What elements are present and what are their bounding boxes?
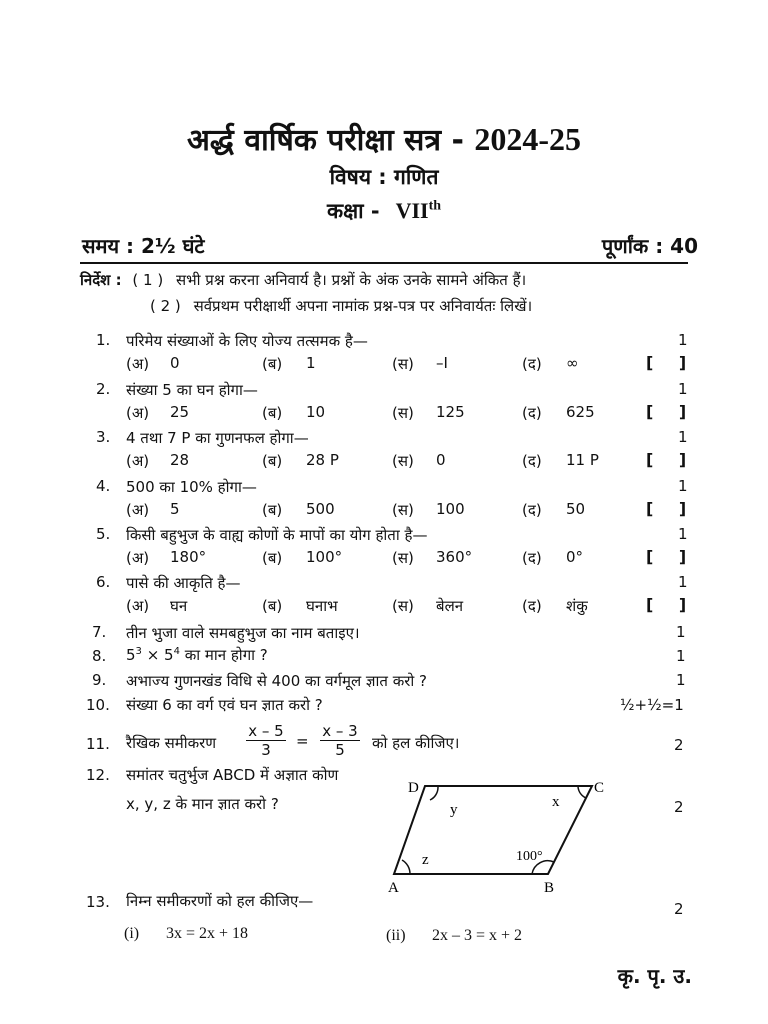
exam-title bbox=[0, 118, 768, 159]
question-text: संख्या 6 का वर्ग एवं घन ज्ञात करो ? bbox=[126, 696, 323, 714]
answer-bracket: [ ] bbox=[646, 402, 697, 421]
option-value: 360° bbox=[436, 548, 473, 566]
question-text-after: को हल कीजिए। bbox=[372, 734, 460, 752]
question-text: 500 का 10% होगा— bbox=[126, 478, 257, 496]
equals-sign: = bbox=[296, 732, 309, 750]
class-value: VIIth bbox=[395, 198, 442, 223]
option-value: 0° bbox=[566, 548, 584, 566]
question-marks: 1 bbox=[678, 477, 688, 495]
angle-d-arc bbox=[430, 787, 438, 800]
question-text: समांतर चतुर्भुज ABCD में अज्ञात कोण bbox=[126, 766, 339, 784]
question-text: 4 तथा 7 P का गुणनफल होगा— bbox=[126, 429, 309, 447]
continue-overleaf: कृ. पृ. उ. bbox=[617, 964, 692, 988]
angle-a-arc bbox=[402, 860, 410, 874]
option-label: (ब) bbox=[262, 501, 283, 519]
question-number: 3. bbox=[96, 428, 111, 446]
option-label: (स) bbox=[392, 355, 414, 373]
question-text-line2: x, y, z के मान ज्ञात करो ? bbox=[126, 795, 279, 813]
option-value: 180° bbox=[170, 548, 207, 566]
subpart-label-i: (i) bbox=[124, 925, 140, 942]
option-label: (स) bbox=[392, 549, 414, 567]
instruction-1: निर्देश : ( 1 ) सभी प्रश्न करना अनिवार्य है। प्रश्नों के अंक उनके सामने अंकित हैं। bbox=[80, 271, 527, 289]
full-marks: पूर्णांक : 40 bbox=[601, 234, 698, 258]
option-label: (अ) bbox=[126, 355, 150, 373]
question-text: $5^3 \times 5^4$ का मान होगा ? bbox=[126, 646, 268, 664]
option-value: 28 bbox=[170, 451, 190, 469]
option-label: (द) bbox=[522, 452, 542, 470]
option-value: 25 bbox=[170, 403, 190, 421]
subpart-equation-ii: 2x – 3 = x + 2 bbox=[432, 927, 523, 944]
fraction-left: $\frac{x - 5}{3}$ bbox=[246, 722, 286, 759]
option-value: घनाभ bbox=[306, 597, 338, 615]
option-label: (द) bbox=[522, 501, 542, 519]
option-value: 100° bbox=[306, 548, 343, 566]
fraction-right: $\frac{x - 3}{5}$ bbox=[320, 722, 360, 759]
question-number: 6. bbox=[96, 573, 111, 591]
question-text: संख्या 5 का घन होगा— bbox=[126, 381, 258, 399]
question-number: 8. bbox=[92, 647, 107, 665]
question-marks: 2 bbox=[674, 798, 684, 816]
option-value: 10 bbox=[306, 403, 326, 421]
vertex-a-label: A bbox=[388, 880, 399, 896]
vertex-c-label: C bbox=[594, 780, 605, 796]
question-marks: 2 bbox=[674, 900, 684, 918]
option-label: (स) bbox=[392, 501, 414, 519]
question-marks: 1 bbox=[676, 671, 686, 689]
option-value: –I bbox=[436, 354, 448, 372]
option-value: 28 P bbox=[306, 451, 339, 469]
angle-c-arc bbox=[578, 787, 586, 798]
option-label: (ब) bbox=[262, 597, 283, 615]
question-text-before: रैखिक समीकरण bbox=[126, 734, 217, 752]
option-label: (द) bbox=[522, 597, 542, 615]
option-label: (द) bbox=[522, 404, 542, 422]
time-allowed: समय : 2½ घंटे bbox=[82, 234, 205, 258]
subpart-label-ii: (ii) bbox=[386, 927, 406, 944]
vertex-d-label: D bbox=[408, 780, 419, 796]
question-marks: 1 bbox=[676, 647, 686, 665]
question-number: 10. bbox=[86, 696, 110, 714]
parallelogram-figure bbox=[380, 770, 620, 900]
question-marks: 1 bbox=[678, 380, 688, 398]
answer-bracket: [ ] bbox=[646, 595, 697, 614]
instructions-heading: निर्देश : bbox=[80, 271, 122, 289]
option-value: 0 bbox=[170, 354, 180, 372]
question-number: 4. bbox=[96, 477, 111, 495]
question-marks: 1 bbox=[678, 331, 688, 349]
option-label: (ब) bbox=[262, 452, 283, 470]
option-value: 500 bbox=[306, 500, 335, 518]
option-label: (स) bbox=[392, 597, 414, 615]
question-number: 2. bbox=[96, 380, 111, 398]
option-label: (ब) bbox=[262, 549, 283, 567]
class-label: कक्षा - bbox=[326, 199, 380, 223]
answer-bracket: [ ] bbox=[646, 353, 697, 372]
option-label: (द) bbox=[522, 355, 542, 373]
option-value: 11 P bbox=[566, 451, 599, 469]
option-label: (अ) bbox=[126, 501, 150, 519]
option-label: (द) bbox=[522, 549, 542, 567]
option-value: 125 bbox=[436, 403, 465, 421]
subject-line: विषय : गणित bbox=[329, 165, 439, 189]
angle-100-label: 100° bbox=[516, 849, 543, 864]
option-value: 625 bbox=[566, 403, 595, 421]
answer-bracket: [ ] bbox=[646, 547, 697, 566]
exam-year: 2024-25 bbox=[474, 121, 582, 157]
option-value: शंकु bbox=[566, 597, 588, 615]
header-divider bbox=[80, 262, 688, 264]
option-label: (ब) bbox=[262, 355, 283, 373]
instruction-2: ( 2 ) सर्वप्रथम परीक्षार्थी अपना नामांक प्रश्न-पत्र पर अनिवार्यतः लिखें। bbox=[150, 297, 533, 315]
option-label: (ब) bbox=[262, 404, 283, 422]
question-number: 11. bbox=[86, 735, 110, 753]
question-text: निम्न समीकरणों को हल कीजिए— bbox=[126, 892, 314, 910]
option-label: (स) bbox=[392, 452, 414, 470]
option-label: (अ) bbox=[126, 404, 150, 422]
question-marks: 1 bbox=[676, 623, 686, 641]
exam-title-text: अर्द्ध वार्षिक परीक्षा सत्र - bbox=[186, 123, 464, 158]
question-text: अभाज्य गुणनखंड विधि से 400 का वर्गमूल ज्ञात करो ? bbox=[126, 672, 427, 690]
question-text: किसी बहुभुज के वाह्य कोणों के मापों का योग होता है— bbox=[126, 526, 428, 544]
question-marks: 2 bbox=[674, 736, 684, 754]
question-text: तीन भुजा वाले समबहुभुज का नाम बताइए। bbox=[126, 624, 360, 642]
option-label: (स) bbox=[392, 404, 414, 422]
option-label: (अ) bbox=[126, 549, 150, 567]
subpart-equation-i: 3x = 2x + 18 bbox=[166, 925, 249, 942]
question-number: 7. bbox=[92, 623, 107, 641]
question-marks: 1 bbox=[678, 428, 688, 446]
option-value: 50 bbox=[566, 500, 586, 518]
question-number: 1. bbox=[96, 331, 111, 349]
question-text: परिमेय संख्याओं के लिए योज्य तत्समक है— bbox=[126, 332, 368, 350]
option-value: घन bbox=[170, 597, 188, 615]
option-value: ∞ bbox=[566, 354, 579, 372]
question-marks: ½+½=1 bbox=[620, 696, 684, 714]
vertex-b-label: B bbox=[544, 880, 555, 896]
option-value: 100 bbox=[436, 500, 465, 518]
answer-bracket: [ ] bbox=[646, 450, 697, 469]
angle-x-label: x bbox=[552, 794, 560, 810]
option-label: (अ) bbox=[126, 452, 150, 470]
question-marks: 1 bbox=[678, 525, 688, 543]
option-value: 0 bbox=[436, 451, 446, 469]
question-number: 12. bbox=[86, 766, 110, 784]
option-value: बेलन bbox=[436, 597, 464, 615]
question-marks: 1 bbox=[678, 573, 688, 591]
question-number: 9. bbox=[92, 671, 107, 689]
option-value: 1 bbox=[306, 354, 316, 372]
angle-z-label: z bbox=[422, 852, 429, 868]
question-text: पासे की आकृति है— bbox=[126, 574, 241, 592]
angle-y-label: y bbox=[450, 802, 458, 818]
option-label: (अ) bbox=[126, 597, 150, 615]
question-number: 13. bbox=[86, 893, 110, 911]
class-line bbox=[0, 197, 768, 225]
answer-bracket: [ ] bbox=[646, 499, 697, 518]
option-value: 5 bbox=[170, 500, 180, 518]
question-number: 5. bbox=[96, 525, 111, 543]
